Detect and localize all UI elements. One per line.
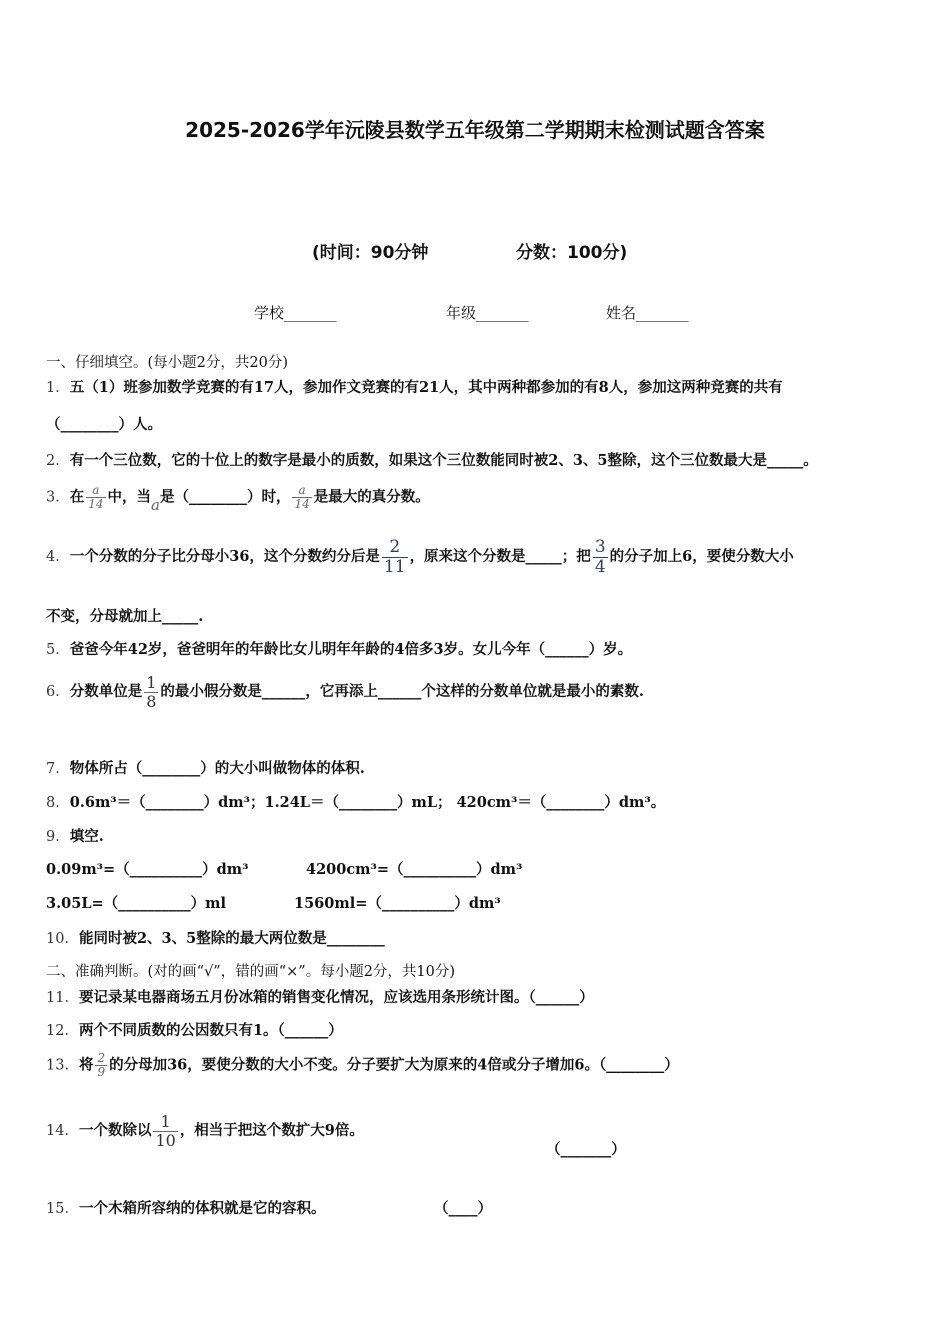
fraction-numerator: 2 [389,537,401,557]
question-text: ，相当于把这个数扩大9倍。 [179,1122,364,1140]
question-13 [46,1052,679,1079]
exam-score: 分数：100分) [516,243,628,263]
question-4 [46,538,794,576]
fill-item-b: 4200cm³=（__________）dm³ [306,861,523,878]
question-number: 15． [46,1201,79,1217]
question-number: 13． [46,1057,79,1074]
question-number: 6． [46,684,70,701]
fraction-numerator: 3 [594,537,606,557]
question-text: 的最小假分数是______，它再添上______个这样的分数单位就是最小的素数. [160,683,644,701]
section2-heading: 二、准确判断。(对的画“√”，错的画“×”。每小题2分，共10分) [46,964,456,980]
question-number: 10． [46,931,79,947]
fraction-denominator: 4 [594,556,606,577]
question-text: 两个不同质数的公因数只有1。（______） [78,1022,343,1039]
question-7 [46,757,365,778]
fraction-1-over-10 [153,1113,177,1149]
grade-field: 年级_______ [446,304,529,322]
school-field: 学校_______ [254,304,337,322]
question-text: 爸爸今年42岁，爸爸明年的年龄比女儿明年年龄的4倍多3岁。女儿今年（______）岁。 [69,641,633,658]
question-text: 要记录某电器商场五月份冰箱的销售变化情况，应该选用条形统计图。（______） [78,989,594,1006]
fraction-denominator: 9 [97,1065,106,1080]
question-text: ，原来这个分数是_____；把 [409,548,591,566]
question-text: 是（________）时， [159,488,291,506]
question-8 [46,791,665,812]
question-text: 一个木箱所容纳的体积就是它的容积。 [78,1200,326,1217]
question-14 [46,1113,364,1149]
fraction-numerator: 1 [146,673,157,692]
question-text: 在 [69,488,85,506]
question-number: 3． [46,489,70,506]
question-number: 5． [46,642,70,658]
answer-blank: （_______） [546,1141,626,1158]
fraction-a-over-14 [292,484,311,511]
answer-blank: （____） [434,1200,492,1217]
question-number: 2． [46,453,70,469]
fraction-numerator: a [92,483,100,497]
question-text: 一个数除以 [78,1122,152,1140]
exam-time: (时间：90分钟 [312,243,429,263]
question-6 [46,674,644,710]
question-10 [46,927,385,948]
question-number: 8． [46,795,70,811]
question-number: 11． [46,990,79,1006]
question-text: 填空. [69,828,104,845]
question-number: 1． [46,380,70,396]
fraction-numerator: 1 [160,1112,171,1131]
fraction-numerator: 2 [97,1051,106,1065]
question-text: 五（1）班参加数学竞赛的有17人，参加作文竞赛的有21人，其中两种都参加的有8人，参加这两种竞赛的共有 [69,379,783,396]
fraction-denominator: 8 [146,691,157,711]
question-text: 能同时被2、3、5整除的最大两位数是________ [78,930,385,947]
question-3 [46,483,430,514]
question-text: 物体所占（________）的大小叫做物体的体积. [69,760,365,777]
fill-item-a: 0.09m³=（__________）dm³ [46,861,249,878]
question-number: 9． [46,829,70,845]
question-text: 将 [78,1056,94,1074]
fraction-denominator: 14 [88,497,104,512]
question-1-cont: （________）人。 [46,416,162,433]
question-number: 12． [46,1023,79,1039]
fraction-2-over-11 [382,538,408,576]
question-text: 一个分数的分子比分母小36，这个分数约分后是 [69,548,380,566]
question-number: 7． [46,761,70,777]
question-text: 0.6m³＝（________）dm³；1.24L＝（________）mL； 420cm³＝（________）dm³。 [69,794,666,811]
question-text: 分数单位是 [69,683,143,701]
fill-item-d: 1560ml=（__________）dm³ [294,895,501,912]
fraction-denominator: 10 [155,1130,176,1150]
question-1 [46,376,783,397]
fraction-a-over-14 [86,484,105,511]
name-field: 姓名_______ [606,304,689,322]
fraction-denominator: 11 [383,556,406,577]
question-text: 的分子加上6，要使分数大小 [609,548,794,566]
fraction-1-over-8 [144,674,158,710]
question-4-cont: 不变，分母就加上_____. [46,608,204,625]
fraction-denominator: 14 [294,497,310,512]
question-text: 是最大的真分数。 [313,488,430,506]
question-15 [46,1197,325,1218]
question-2 [46,449,818,470]
question-text: 的分母加36，要使分数的大小不变。分子要扩大为原来的4倍或分子增加6。（________） [109,1056,679,1074]
question-9 [46,825,104,846]
question-11 [46,986,594,1007]
question-5 [46,638,632,659]
fraction-2-over-9 [95,1052,107,1079]
question-text: 有一个三位数，它的十位上的数字是最小的质数，如果这个三位数能同时被2、3、5整除，这个三位数最大是_____。 [69,452,818,469]
fraction-3-over-4 [593,538,608,576]
section1-heading: 一、仔细填空。(每小题2分，共20分) [46,355,288,371]
question-text: 中，当 [107,488,152,506]
fill-item-c: 3.05L=（__________）ml [46,895,227,912]
fraction-numerator: a [298,483,306,497]
question-number: 14． [46,1123,79,1140]
variable-a: a [151,495,160,514]
question-12 [46,1019,343,1040]
question-number: 4． [46,549,70,566]
page-title: 2025-2026学年沅陵县数学五年级第二学期期末检测试题含答案 [185,118,765,142]
